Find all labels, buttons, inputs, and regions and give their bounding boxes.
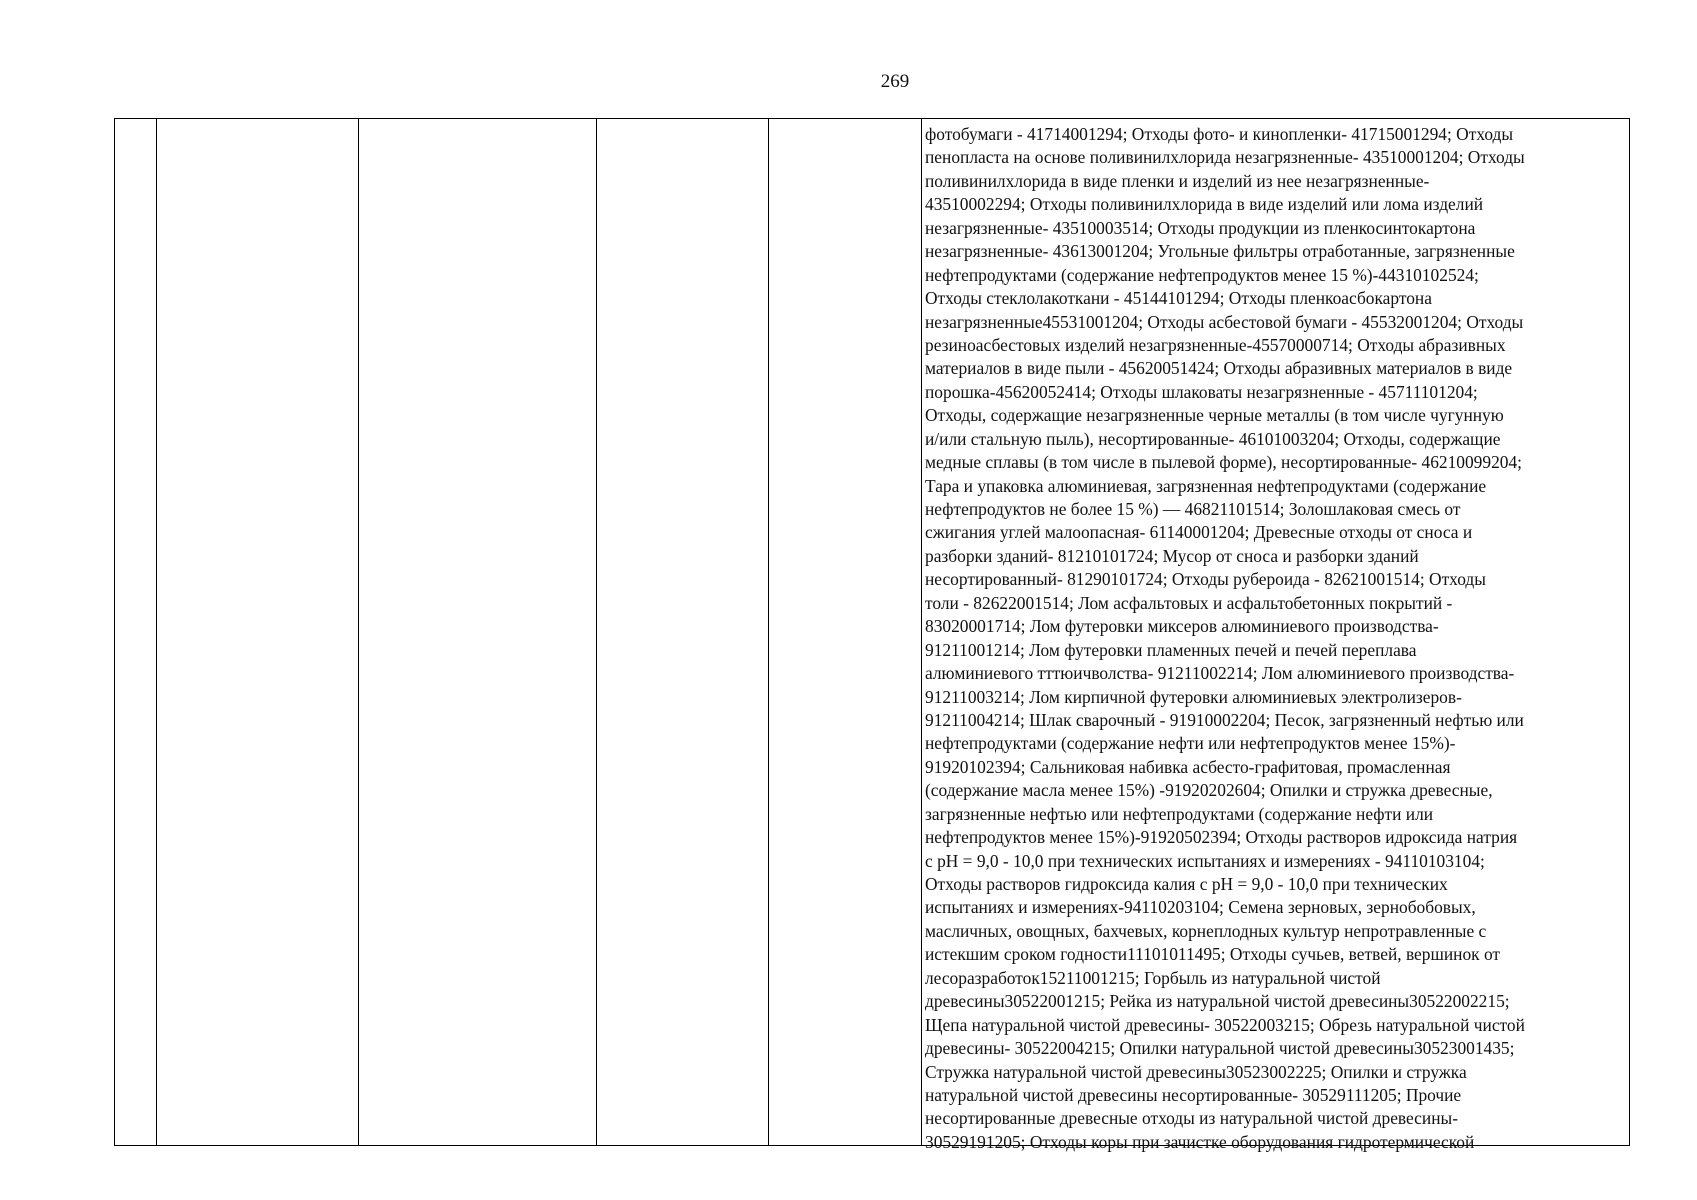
waste-list-line: 83020001714; Лом футеровки миксеров алюминиевого производства-: [925, 616, 1439, 637]
waste-list-line: 91211003214; Лом кирпичной футеровки алюминиевых электролизеров-: [925, 686, 1462, 707]
waste-list-line: 91211001214; Лом футеровки пламенных печей и печей переплава: [925, 639, 1417, 660]
waste-list-line: с pH = 9,0 - 10,0 при технических испытаниях и измерениях - 94110103104;: [925, 850, 1485, 871]
waste-list-line: несортированные древесные отходы из натуральной чистой древесины-: [925, 1108, 1458, 1129]
waste-list-line: сжигания углей малоопасная- 61140001204; Древесные отходы от сноса и: [925, 522, 1473, 543]
waste-list-line: фотобумаги - 41714001294; Отходы фото- и кинопленки- 41715001294; Отходы: [925, 124, 1514, 144]
waste-list-line: Щепа натуральной чистой древесины- 30522003215; Обрезь натуральной чистой: [925, 1014, 1525, 1035]
waste-list-line: нефтепродуктами (содержание нефтепродуктов менее 15 %)-44310102524;: [925, 264, 1479, 285]
waste-list-line: алюминиевого тттюичволства- 91211002214; Лом алюминиевого производства-: [925, 663, 1515, 684]
waste-list-line: масличных, овощных, бахчевых, корнеплодных культур непротравленные с: [925, 920, 1487, 941]
waste-list-line: пенопласта на основе поливинилхлорида незагрязненные- 43510001204; Отходы: [925, 147, 1525, 168]
waste-list-line: толи - 82622001514; Лом асфальтовых и асфальтобетонных покрытий -: [925, 592, 1453, 613]
waste-list-line: лесоразработок15211001215; Горбыль из натуральной чистой: [925, 967, 1381, 988]
waste-list-line: резиноасбестовых изделий незагрязненные-45570000714; Отходы абразивных: [925, 334, 1506, 355]
column-divider: [156, 119, 157, 1145]
waste-list-line: разборки зданий- 81210101724; Мусор от сноса и разборки зданий: [925, 545, 1419, 566]
waste-list-cell: [925, 123, 1633, 1154]
waste-list-line: медные сплавы (в том числе в пылевой форме), несортированные- 46210099204;: [925, 452, 1522, 473]
waste-list-line: древесины30522001215; Рейка из натуральной чистой древесины30522002215;: [925, 991, 1510, 1012]
waste-list-line: 91920102394; Сальниковая набивка асбесто-графитовая, промасленная: [925, 756, 1451, 777]
waste-list-line: загрязненные нефтью или нефтепродуктами (содержание нефти или: [925, 803, 1434, 824]
waste-list-line: порошка-45620052414; Отходы шлаковаты незагрязненные - 45711101204;: [925, 381, 1478, 402]
waste-list-line: Отходы растворов гидроксида калия с pH = 9,0 - 10,0 при технических: [925, 874, 1448, 894]
waste-list-line: Отходы, содержащие незагрязненные черные металлы (в том числе чугунную: [925, 405, 1504, 426]
waste-list-line: нефтепродуктами (содержание нефти или нефтепродуктов менее 15%)-: [925, 733, 1456, 754]
waste-list-line: материалов в виде пыли - 45620051424; Отходы абразивных материалов в виде: [925, 358, 1513, 379]
waste-list-line: истекшим сроком годности11101011495; Отходы сучьев, ветвей, вершинок от: [925, 944, 1501, 965]
waste-list-line: 91211004214; Шлак сварочный - 91910002204; Песок, загрязненный нефтью или: [925, 709, 1524, 730]
waste-list-line: незагрязненные- 43613001204; Угольные фильтры отработанные, загрязненные: [925, 241, 1515, 262]
waste-list-line: Отходы стеклолакоткани - 45144101294; Отходы пленкоасбокартона: [925, 288, 1432, 309]
waste-list-line: несортированный- 81290101724; Отходы рубероида - 82621001514; Отходы: [925, 569, 1486, 590]
waste-list-line: незагрязненные45531001204; Отходы асбестовой бумаги - 45532001204; Отходы: [925, 311, 1524, 332]
column-divider: [768, 119, 769, 1145]
waste-list-line: незагрязненные- 43510003514; Отходы продукции из пленкосинтокартона: [925, 217, 1476, 238]
waste-list-line: и/или стальную пыль), несортированные- 46101003204; Отходы, содержащие: [925, 428, 1501, 449]
waste-list-line: Тара и упаковка алюминиевая, загрязненная нефтепродуктами (содержание: [925, 475, 1487, 496]
waste-list-line: поливинилхлорида в виде пленки и изделий из нее незагрязненные-: [925, 170, 1430, 191]
waste-list-line: (содержание масла менее 15%) -91920202604; Опилки и стружка древесные,: [925, 780, 1493, 801]
column-divider: [358, 119, 359, 1145]
waste-list-line: нефтепродуктов не более 15 %) — 46821101514; Золошлаковая смесь от: [925, 499, 1461, 519]
waste-list-line: натуральной чистой древесины несортированные- 30529111205; Прочие: [925, 1084, 1462, 1105]
column-divider: [596, 119, 597, 1145]
waste-list-line: испытаниях и измерениях-94110203104; Семена зерновых, зернобобовых,: [925, 897, 1476, 918]
waste-list-line: Стружка натуральной чистой древесины30523002225; Опилки и стружка: [925, 1061, 1467, 1082]
waste-table: [114, 118, 1630, 1152]
column-divider: [921, 119, 922, 1145]
page-number: 269: [880, 71, 910, 92]
waste-list-line: 43510002294; Отходы поливинилхлорида в виде изделий или лома изделий: [925, 194, 1484, 215]
waste-list-line: 30529191205; Отходы коры при зачистке оборудования гидротермической: [925, 1131, 1475, 1152]
waste-list-line: древесины- 30522004215; Опилки натуральной чистой древесины30523001435;: [925, 1038, 1515, 1059]
waste-list-line: нефтепродуктов менее 15%)-91920502394; Отходы растворов идроксида натрия: [925, 827, 1518, 848]
